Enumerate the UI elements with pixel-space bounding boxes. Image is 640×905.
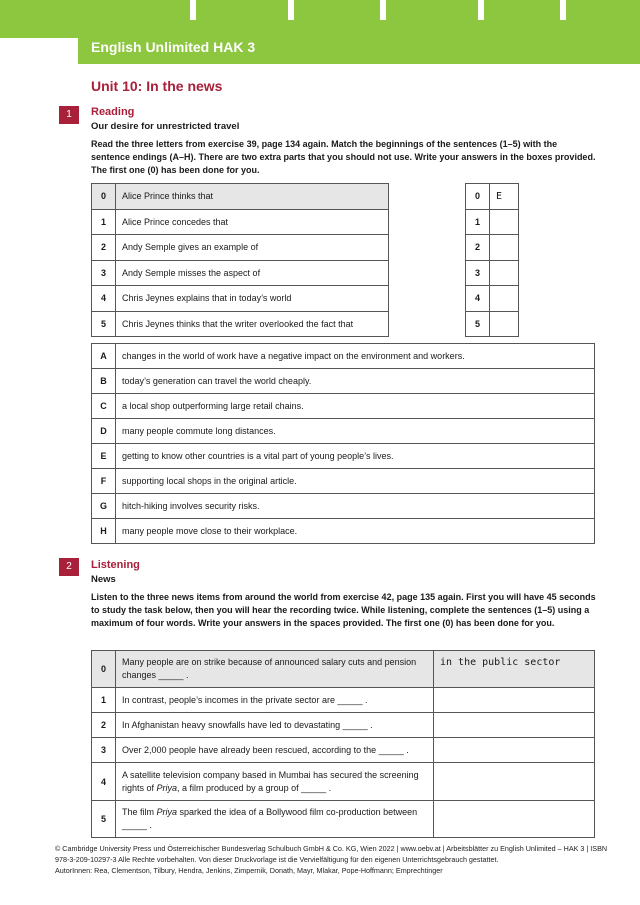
- listening-row: [92, 801, 595, 838]
- section-heading-reading: Reading: [91, 106, 135, 118]
- answer-box[interactable]: [490, 209, 519, 235]
- section-heading-listening: Listening: [91, 559, 140, 571]
- sentence-part: A satellite television company based in Mumbai has secured the screening rights of: [122, 769, 419, 793]
- ending-row: [92, 469, 595, 494]
- answer-number: 1: [466, 209, 490, 235]
- header-title: English Unlimited HAK 3: [91, 39, 256, 55]
- listening-sentence: [116, 801, 434, 838]
- sentence-part: sparked the idea of a Bollywood film co-production between _____ .: [122, 807, 418, 830]
- row-number: 2: [92, 713, 116, 738]
- listening-table: [91, 650, 595, 838]
- row-number: 5: [92, 311, 116, 337]
- answer-space[interactable]: [434, 801, 595, 838]
- ending-letter: A: [92, 344, 116, 369]
- unit-title: Unit 10: In the news: [91, 78, 223, 94]
- sentence-beginning: Alice Prince thinks that: [116, 184, 389, 210]
- reading-answer-table: [465, 183, 519, 337]
- listening-row: [92, 713, 595, 738]
- ending-row: [92, 519, 595, 544]
- sentence-beginning: Alice Prince concedes that: [116, 209, 389, 235]
- row-number: 5: [92, 801, 116, 838]
- ending-row: [92, 394, 595, 419]
- film-title: Priya: [156, 782, 178, 793]
- row-number: 1: [92, 688, 116, 713]
- sentence-ending: many people move close to their workplace.: [116, 519, 595, 544]
- sentence-ending: changes in the world of work have a negative impact on the environment and workers.: [116, 344, 595, 369]
- listening-row: [92, 738, 595, 763]
- film-title: Priya: [156, 807, 178, 817]
- row-number: 2: [92, 235, 116, 261]
- ending-letter: E: [92, 444, 116, 469]
- listening-row: [92, 688, 595, 713]
- endings-table: [91, 343, 595, 544]
- answer-row: [466, 235, 519, 261]
- section-subheading-reading: Our desire for unrestricted travel: [91, 121, 240, 132]
- answer-row: [466, 286, 519, 312]
- answer-box[interactable]: [490, 286, 519, 312]
- listening-sentence: Many people are on strike because of announced salary cuts and pension changes _____ .: [116, 651, 434, 688]
- beginning-row: [92, 286, 389, 312]
- row-number: 4: [92, 763, 116, 801]
- answer-row: [466, 184, 519, 210]
- beginning-row: [92, 209, 389, 235]
- listening-sentence: In Afghanistan heavy snowfalls have led to devastating _____ .: [116, 713, 434, 738]
- reading-instructions: Read the three letters from exercise 39, page 134 again. Match the beginnings of the sentences (1–5) with the sentence endings (A–H). There are two extra parts that you should not use. Write your answers in the boxes provided. The first one (0) has been done for you.: [91, 139, 596, 175]
- footer: [55, 843, 615, 876]
- row-number: 3: [92, 738, 116, 763]
- ending-row: [92, 419, 595, 444]
- beginning-row: [92, 311, 389, 337]
- answer-box[interactable]: [490, 311, 519, 337]
- listening-sentence: In contrast, people’s incomes in the private sector are _____ .: [116, 688, 434, 713]
- sentence-ending: a local shop outperforming large retail chains.: [116, 394, 595, 419]
- ending-letter: D: [92, 419, 116, 444]
- answer-number: 3: [466, 260, 490, 286]
- sentence-ending: supporting local shops in the original article.: [116, 469, 595, 494]
- beginning-row: [92, 260, 389, 286]
- answer-row: [466, 311, 519, 337]
- answer-box[interactable]: E: [490, 184, 519, 210]
- ending-letter: H: [92, 519, 116, 544]
- section-number-listening: 2: [59, 558, 79, 576]
- header-banner: [0, 0, 640, 64]
- section-subheading-listening: News: [91, 574, 116, 585]
- sentence-ending: today’s generation can travel the world cheaply.: [116, 369, 595, 394]
- answer-row: [466, 209, 519, 235]
- row-number: 4: [92, 286, 116, 312]
- answer-number: 2: [466, 235, 490, 261]
- footer-copyright: © Cambridge University Press und Österreichischer Bundesverlag Schulbuch GmbH & Co. KG, Wien 2022 | www.oebv.at | Arbeitsblätter zu English Unlimited – HAK 3 | ISBN 978-3-209-10297-3 Alle Rechte vorbehalten. Von dieser Druckvorlage ist die Vervielfältigung für den eigenen Unterrichtsgebrauch gestattet.: [55, 844, 608, 864]
- beginning-row: [92, 235, 389, 261]
- answer-space[interactable]: [434, 688, 595, 713]
- ending-letter: F: [92, 469, 116, 494]
- row-number: 1: [92, 209, 116, 235]
- answer-number: 5: [466, 311, 490, 337]
- sentence-ending: many people commute long distances.: [116, 419, 595, 444]
- listening-instructions: Listen to the three news items from around the world from exercise 42, page 135 again. First you will have 45 seconds to study the task below, then you will hear the recording twice. While listening, complete the sentences (1–5) using a maximum of four words. Write your answers in the spaces provided. The first one (0) has been done for you.: [91, 592, 596, 628]
- ending-row: [92, 444, 595, 469]
- answer-space[interactable]: [434, 713, 595, 738]
- listening-sentence: [116, 763, 434, 801]
- ending-row: [92, 494, 595, 519]
- sentence-beginning: Andy Semple gives an example of: [116, 235, 389, 261]
- listening-sentence: Over 2,000 people have already been rescued, according to the _____ .: [116, 738, 434, 763]
- ending-row: [92, 344, 595, 369]
- sentence-beginning: Andy Semple misses the aspect of: [116, 260, 389, 286]
- row-number: 0: [92, 184, 116, 210]
- row-number: 0: [92, 651, 116, 688]
- answer-box[interactable]: [490, 260, 519, 286]
- answer-space[interactable]: [434, 763, 595, 801]
- beginning-row: [92, 184, 389, 210]
- answer-row: [466, 260, 519, 286]
- footer-authors: AutorInnen: Rea, Clementson, Tilbury, Hendra, Jenkins, Zimpernik, Donath, Mayr, Mlakar, Pope-Hoffmann; Emprechtinger: [55, 866, 443, 875]
- section-number-reading: 1: [59, 106, 79, 124]
- listening-row: [92, 763, 595, 801]
- row-number: 3: [92, 260, 116, 286]
- answer-number: 4: [466, 286, 490, 312]
- listening-row: [92, 651, 595, 688]
- sentence-ending: hitch-hiking involves security risks.: [116, 494, 595, 519]
- ending-row: [92, 369, 595, 394]
- sentence-part: The film: [122, 807, 157, 817]
- ending-letter: C: [92, 394, 116, 419]
- sentence-beginning: Chris Jeynes explains that in today’s world: [116, 286, 389, 312]
- sentence-part: , a film produced by a group of _____ .: [177, 782, 332, 793]
- ending-letter: B: [92, 369, 116, 394]
- answer-space[interactable]: in the public sector: [434, 651, 595, 688]
- beginnings-table: [91, 183, 389, 337]
- answer-box[interactable]: [490, 235, 519, 261]
- ending-letter: G: [92, 494, 116, 519]
- sentence-beginning: Chris Jeynes thinks that the writer overlooked the fact that: [116, 311, 389, 337]
- answer-number: 0: [466, 184, 490, 210]
- answer-space[interactable]: [434, 738, 595, 763]
- sentence-ending: getting to know other countries is a vital part of young people’s lives.: [116, 444, 595, 469]
